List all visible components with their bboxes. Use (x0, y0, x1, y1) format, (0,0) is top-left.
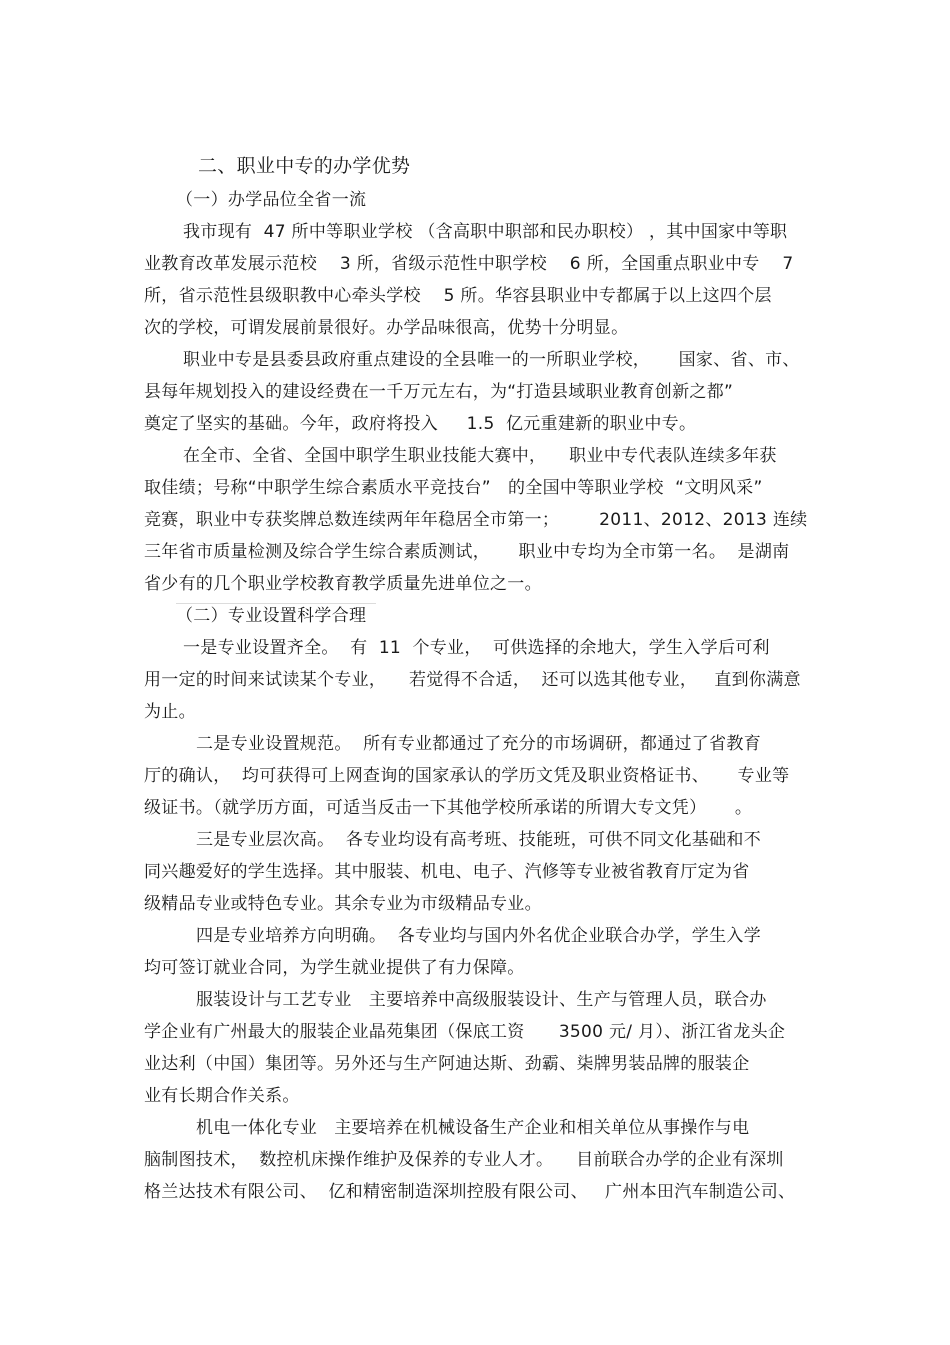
paragraph-8-line-4: 业有长期合作关系。 (144, 1086, 300, 1106)
paragraph-3-line-5: 省少有的几个职业学校教育教学质量先进单位之一。 (144, 574, 542, 594)
paragraph-4-line-1: 一是专业设置齐全。 有 11 个专业， 可供选择的余地大，学生入学后可利 (183, 638, 770, 658)
paragraph-9-line-1: 机电一体化专业 主要培养在机械设备生产企业和相关单位从事操作与电 (196, 1118, 750, 1138)
paragraph-5-line-1: 二是专业设置规范。 所有专业都通过了充分的市场调研，都通过了省教育 (196, 734, 762, 754)
paragraph-9-line-3: 格兰达技术有限公司、 亿和精密制造深圳控股有限公司、 广州本田汽车制造公司、 (144, 1182, 796, 1202)
paragraph-8-line-1: 服装设计与工艺专业 主要培养中高级服装设计、生产与管理人员，联合办 (196, 990, 767, 1010)
paragraph-2-line-3: 奠定了坚实的基础。今年，政府将投入 1.5 亿元重建新的职业中专。 (144, 414, 697, 434)
paragraph-5-line-2: 厅的确认， 均可获得可上网查询的国家承认的学历文凭及职业资格证书、 专业等 (144, 766, 790, 786)
paragraph-9-line-2: 脑制图技术， 数控机床操作维护及保养的专业人才。 目前联合办学的企业有深圳 (144, 1150, 784, 1170)
paragraph-8-line-3: 业达利（中国）集团等。另外还与生产阿迪达斯、劲霸、柒牌男装品牌的服装企 (144, 1054, 750, 1074)
paragraph-1-line-3: 所，省示范性县级职教中心牵头学校 5 所。华容县职业中专都属于以上这四个层 (144, 286, 772, 306)
paragraph-1-line-2: 业教育改革发展示范校 3 所，省级示范性中职学校 6 所，全国重点职业中专 7 (144, 254, 794, 274)
subsection-heading-2: （二）专业设置科学合理 (176, 606, 367, 626)
paragraph-8-line-2: 学企业有广州最大的服装企业晶苑集团（保底工资 3500 元/ 月）、浙江省龙头企 (144, 1022, 786, 1042)
paragraph-1-line-1: 我市现有 47 所中等职业学校 （含高职中职部和民办职校） ，其中国家中等职 (183, 222, 788, 242)
paragraph-7-line-2: 均可签订就业合同，为学生就业提供了有力保障。 (144, 958, 525, 978)
paragraph-5-line-3: 级证书。（就学历方面，可适当反击一下其他学校所承诺的所谓大专文凭） 。 (144, 798, 753, 818)
paragraph-4-line-2: 用一定的时间来试读某个专业， 若觉得不合适， 还可以选其他专业， 直到你满意 (144, 670, 801, 690)
paragraph-1-line-4: 次的学校，可谓发展前景很好。办学品味很高，优势十分明显。 (144, 318, 629, 338)
section-title: 二、职业中专的办学优势 (198, 155, 411, 177)
paragraph-6-line-1: 三是专业层次高。 各专业均设有高考班、技能班，可供不同文化基础和不 (196, 830, 762, 850)
paragraph-7-line-1: 四是专业培养方向明确。 各专业均与国内外名优企业联合办学，学生入学 (196, 926, 762, 946)
paragraph-2-line-1: 职业中专是县委县政府重点建设的全县唯一的一所职业学校， 国家、省、市、 (183, 350, 800, 370)
paragraph-4-line-3: 为止。 (144, 702, 196, 722)
paragraph-3-line-1: 在全市、全省、全国中职学生职业技能大赛中， 职业中专代表队连续多年获 (183, 446, 777, 466)
paragraph-6-line-2: 同兴趣爱好的学生选择。其中服装、机电、电子、汽修等专业被省教育厅定为省 (144, 862, 750, 882)
paragraph-3-line-2: 取佳绩；号称“中职学生综合素质水平竞技台” 的全国中等职业学校 “文明风采” (144, 478, 763, 498)
paragraph-3-line-4: 三年省市质量检测及综合学生综合素质测试， 职业中专均为全市第一名。 是湖南 (144, 542, 790, 562)
subsection-heading-1: （一）办学品位全省一流 (176, 190, 367, 210)
paragraph-2-line-2: 县每年规划投入的建设经费在一千万元左右，为“打造县域职业教育创新之都” (144, 382, 734, 402)
paragraph-3-line-3: 竞赛，职业中专获奖牌总数连续两年年稳居全市第一； 2011、2012、2013 连续 (144, 510, 808, 530)
divider (176, 603, 376, 604)
paragraph-6-line-3: 级精品专业或特色专业。其余专业为市级精品专业。 (144, 894, 542, 914)
